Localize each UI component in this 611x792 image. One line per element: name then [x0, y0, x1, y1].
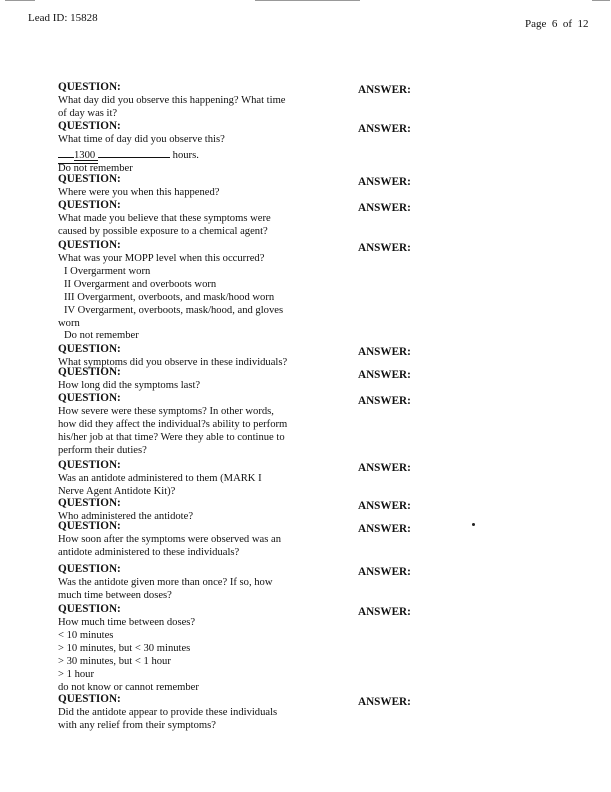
question-block: [58, 563, 411, 603]
answer-label: ANSWER:: [358, 523, 411, 535]
question-text: Who administered the antidote?: [58, 511, 194, 522]
answer-label: ANSWER:: [358, 84, 411, 96]
question-label: QUESTION:: [58, 459, 121, 471]
option-text: Do not remember: [64, 330, 139, 342]
question-block: [58, 239, 411, 343]
question-label: QUESTION:: [58, 81, 121, 93]
answer-label: ANSWER:: [358, 369, 411, 381]
answer-label: ANSWER:: [358, 606, 411, 618]
question-label: QUESTION:: [58, 173, 121, 185]
option-text: I Overgarment worn: [64, 265, 151, 277]
question-text: How much time between doses?: [58, 617, 196, 628]
question-label: QUESTION:: [58, 120, 121, 132]
question-block: [58, 693, 411, 733]
answer-label: ANSWER:: [358, 202, 411, 214]
option-text: IV Overgarment, overboots, mask/hood, and gloves: [64, 304, 284, 316]
question-block: [58, 173, 411, 200]
lead-id: Lead ID: 15828: [28, 12, 98, 24]
question-label: QUESTION:: [58, 563, 121, 575]
answer-label: ANSWER:: [358, 123, 411, 135]
question-text: What was your MOPP level when this occurred?: [58, 253, 265, 264]
question-block: [58, 459, 411, 499]
question-label: QUESTION:: [58, 497, 121, 509]
question-text: How severe were these symptoms? In other words, how did they affect the individual?s ability to perform his/her job at that time? Were they able to continue to perform their duties?: [58, 406, 288, 456]
answer-label: ANSWER:: [358, 242, 411, 254]
question-block: [58, 392, 411, 458]
question-block: [58, 199, 411, 239]
option-text: Do not remember: [58, 162, 133, 174]
question-label: QUESTION:: [58, 239, 121, 251]
question-text: How long did the symptoms last?: [58, 380, 201, 391]
option-text: II Overgarment and overboots worn: [64, 278, 217, 290]
question-block: [58, 81, 411, 121]
option-text: > 1 hour: [58, 668, 94, 680]
scan-artifact: [255, 0, 360, 1]
answer-label: ANSWER:: [358, 462, 411, 474]
option-text: < 10 minutes: [58, 629, 114, 641]
scan-artifact: [5, 0, 35, 1]
question-text: What day did you observe this happening? What time of day was it?: [58, 95, 286, 119]
question-label: QUESTION:: [58, 343, 121, 355]
question-block: [58, 120, 411, 176]
question-label: QUESTION:: [58, 603, 121, 615]
question-block: [58, 603, 411, 694]
time-unit: hours.: [172, 149, 199, 161]
scan-artifact: [592, 0, 610, 1]
scan-speck: [472, 523, 475, 526]
question-text: How soon after the symptoms were observed was an antidote administered to these individuals?: [58, 534, 282, 558]
option-text: III Overgarment, overboots, and mask/hood worn: [64, 291, 275, 303]
time-value: 1300: [74, 150, 98, 161]
question-label: QUESTION:: [58, 520, 121, 532]
question-label: QUESTION:: [58, 693, 121, 705]
question-block: [58, 520, 411, 560]
question-text: Did the antidote appear to provide these individuals with any relief from their symptoms?: [58, 707, 278, 731]
option-text: > 10 minutes, but < 30 minutes: [58, 642, 191, 654]
question-text: What symptoms did you observe in these individuals?: [58, 357, 288, 368]
answer-label: ANSWER:: [358, 395, 411, 407]
answer-label: ANSWER:: [358, 346, 411, 358]
question-label: QUESTION:: [58, 199, 121, 211]
question-text: Was an antidote administered to them (MARK I Nerve Agent Antidote Kit)?: [58, 473, 262, 497]
page-number: Page 6 of 12: [525, 18, 589, 30]
answer-label: ANSWER:: [358, 696, 411, 708]
answer-label: ANSWER:: [358, 566, 411, 578]
question-text: Where were you when this happened?: [58, 187, 220, 198]
option-text: worn: [58, 317, 80, 329]
question-label: QUESTION:: [58, 366, 121, 378]
question-label: QUESTION:: [58, 392, 121, 404]
time-answer-line: [58, 147, 298, 163]
question-text: What made you believe that these symptoms were caused by possible exposure to a chemical agent?: [58, 213, 271, 237]
option-text: > 30 minutes, but < 1 hour: [58, 655, 171, 667]
question-text: What time of day did you observe this?: [58, 134, 225, 145]
question-text: Was the antidote given more than once? If so, how much time between doses?: [58, 577, 273, 601]
answer-label: ANSWER:: [358, 176, 411, 188]
question-block: [58, 366, 411, 393]
answer-label: ANSWER:: [358, 500, 411, 512]
option-text: do not know or cannot remember: [58, 681, 199, 693]
